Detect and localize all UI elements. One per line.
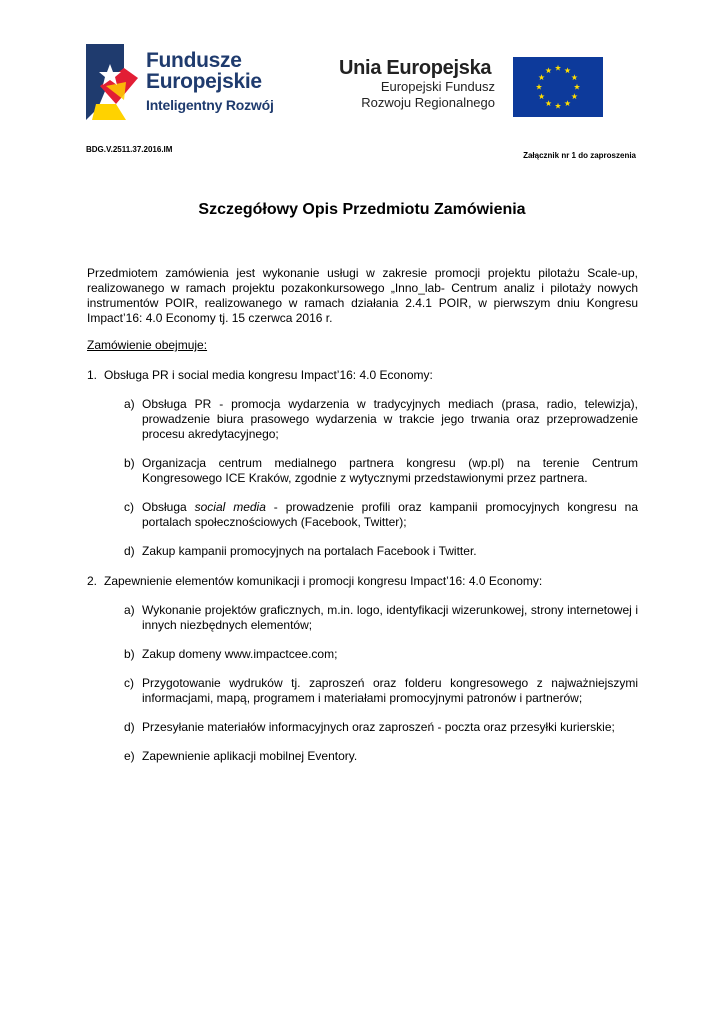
list-item bbox=[124, 676, 638, 706]
section-heading: Obsługa PR i social media kongresu Impact’16: 4.0 Economy: bbox=[104, 368, 433, 382]
unia-europejska-logo bbox=[339, 57, 609, 121]
list-item-label: c) bbox=[124, 500, 134, 514]
fe-logo-line3: Inteligentny Rozwój bbox=[146, 97, 274, 113]
section-number: 2. bbox=[87, 574, 98, 588]
list-item bbox=[124, 456, 638, 486]
list-item-text-italic: social media bbox=[194, 500, 266, 514]
list-item-label: d) bbox=[124, 720, 135, 734]
list-item-text: Zakup kampanii promocyjnych na portalach Facebook i Twitter. bbox=[142, 544, 477, 558]
list-item-label: e) bbox=[124, 749, 135, 763]
list-item-text-suffix: - prowadzenie profili oraz kampanii promocyjnych kongresu na portalach społecznościowych (Facebook, Twitter); bbox=[142, 500, 638, 529]
list-item-label: b) bbox=[124, 647, 135, 661]
list-item-text: Zapewnienie aplikacji mobilnej Eventory. bbox=[142, 749, 358, 763]
list-item bbox=[124, 720, 638, 735]
section-number: 1. bbox=[87, 368, 98, 382]
list-item bbox=[124, 544, 638, 559]
list-item-text-prefix: Obsługa bbox=[142, 500, 195, 514]
section-2 bbox=[87, 574, 638, 764]
list-item-text: Przygotowanie wydruków tj. zaproszeń oraz folderu kongresowego z najważniejszymi informacjami, mapą, programem i materiałami promocyjnymi patronów i partnerów; bbox=[142, 676, 638, 705]
fundusze-europejskie-logo bbox=[86, 42, 286, 122]
ue-logo-line3: Rozwoju Regionalnego bbox=[361, 95, 495, 110]
list-item-text: Organizacja centrum medialnego partnera kongresu (wp.pl) na terenie Centrum Kongresowego ICE Kraków, zgodnie z wytycznymi przedstawionymi przez partnera. bbox=[142, 456, 638, 485]
list-item-text: Obsługa PR - promocja wydarzenia w tradycyjnych mediach (prasa, radio, telewizja), prowadzenie biura prasowego wydarzenia w trakcie jego trwania oraz przeprowadzenie procesu akredytacyjnego; bbox=[142, 397, 638, 441]
order-scope-label: Zamówienie obejmuje: bbox=[87, 338, 208, 352]
list-item bbox=[124, 603, 638, 633]
list-item-text: Zakup domeny www.impactcee.com; bbox=[142, 647, 338, 661]
document-body bbox=[87, 266, 638, 764]
fe-logo-line2: Europejskie bbox=[146, 70, 262, 93]
section-2-items bbox=[124, 603, 638, 764]
intro-paragraph: Przedmiotem zamówienia jest wykonanie usługi w zakresie promocji projektu pilotażu Scale-up, realizowanego w ramach projektu pozakonkursowego „Inno_lab- Centrum analiz i pilotaży nowych instrumentów POIR, realizowanego w ramach działania 2.4.1 POIR, w pierwszym dniu Kongresu Impact’16: 4.0 Economy tj. 15 czerwca 2016 r. bbox=[87, 266, 638, 325]
ue-logo-title: Unia Europejska bbox=[339, 57, 492, 79]
eu-flag-icon bbox=[513, 57, 603, 117]
list-item-label: a) bbox=[124, 603, 135, 617]
section-1-items bbox=[124, 397, 638, 559]
ue-logo-line2: Europejski Fundusz bbox=[380, 79, 495, 94]
list-item bbox=[124, 397, 638, 442]
document-title: Szczegółowy Opis Przedmiotu Zamówienia bbox=[198, 201, 526, 218]
list-item-text: Wykonanie projektów graficznych, m.in. logo, identyfikacji wizerunkowej, strony internetowej i innych niezbędnych elementów; bbox=[142, 603, 638, 632]
document-reference: BDG.V.2511.37.2016.IM bbox=[86, 145, 173, 154]
section-heading: Zapewnienie elementów komunikacji i promocji kongresu Impact’16: 4.0 Economy: bbox=[104, 574, 543, 588]
fe-flag-icon bbox=[86, 44, 138, 120]
list-item-label: c) bbox=[124, 676, 134, 690]
fe-logo-line1: Fundusze bbox=[146, 49, 242, 72]
list-item-label: b) bbox=[124, 456, 135, 470]
section-1 bbox=[87, 368, 638, 559]
list-item bbox=[124, 749, 638, 764]
annex-label: Załącznik nr 1 do zaproszenia bbox=[523, 151, 636, 160]
list-item-label: a) bbox=[124, 397, 135, 411]
list-item-label: d) bbox=[124, 544, 135, 558]
list-item bbox=[124, 647, 638, 662]
list-item-text: Przesyłanie materiałów informacyjnych oraz zaproszeń - poczta oraz przesyłki kurierskie; bbox=[142, 720, 615, 734]
list-item bbox=[124, 500, 638, 530]
